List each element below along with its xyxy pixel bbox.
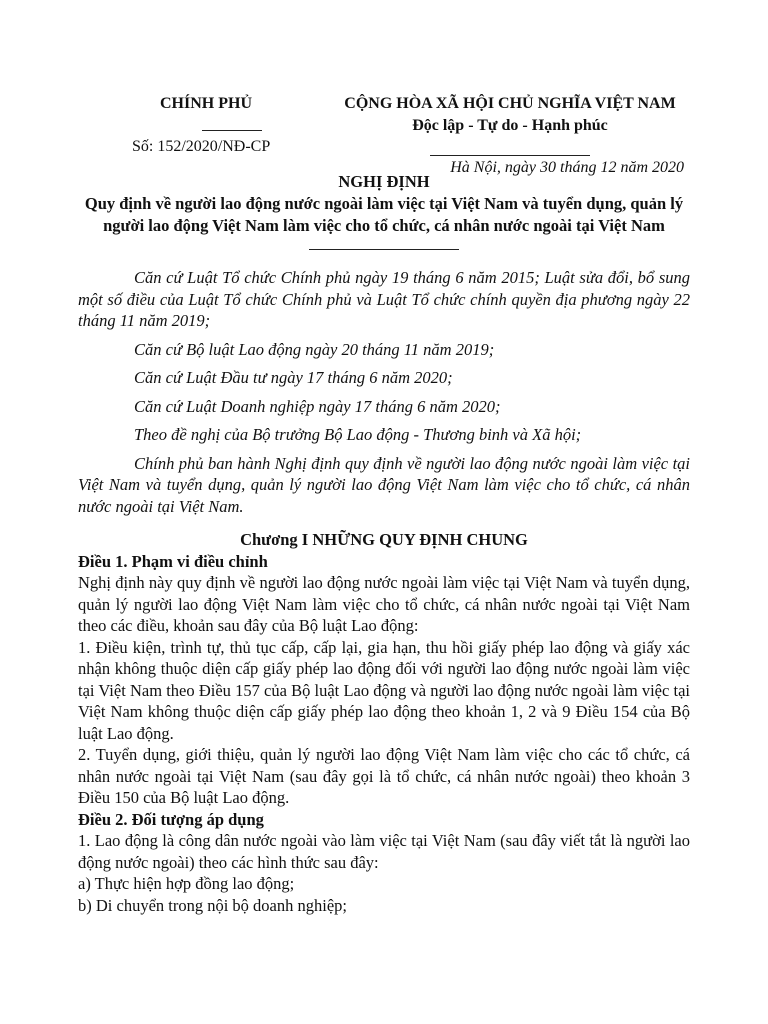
national-motto: Độc lập - Tự do - Hạnh phúc	[412, 117, 608, 134]
article-paragraph: 1. Lao động là công dân nước ngoài vào làm việc tại Việt Nam (sau đây viết tắt là người lao động nước ngoài) theo các hình thức sau đây:	[78, 831, 690, 872]
issuer-block	[110, 94, 360, 157]
document-subject: Quy định về người lao động nước ngoài làm việc tại Việt Nam và tuyển dụng, quản lý người lao động Việt Nam làm việc cho tổ chức, cá nhân nước ngoài tại Việt Nam	[84, 194, 684, 235]
motto-underline	[430, 155, 590, 156]
article-paragraph: Nghị định này quy định về người lao động nước ngoài làm việc tại Việt Nam và tuyển dụng, quản lý người lao động Việt Nam làm việc cho tổ chức, cá nhân nước ngoài tại Việt Nam theo các điều, khoản sau đây của Bộ luật Lao động:	[78, 573, 690, 635]
article-paragraph: a) Thực hiện hợp đồng lao động;	[78, 874, 295, 893]
article-paragraph: 2. Tuyển dụng, giới thiệu, quản lý người lao động Việt Nam làm việc cho các tổ chức, cá nhân nước ngoài tại Việt Nam (sau đây gọi là tổ chức, cá nhân nước ngoài) theo khoản 3 Điều 150 của Bộ luật Lao động.	[78, 745, 690, 807]
document-title-block	[78, 171, 690, 250]
document-type: NGHỊ ĐỊNH	[338, 172, 430, 191]
title-underline	[309, 249, 459, 250]
preamble-line: Căn cứ Bộ luật Lao động ngày 20 tháng 11 năm 2019;	[134, 339, 495, 359]
preamble-line: Căn cứ Luật Đầu tư ngày 17 tháng 6 năm 2020;	[134, 368, 453, 387]
preamble-line: Căn cứ Luật Tổ chức Chính phủ ngày 19 tháng 6 năm 2015; Luật sửa đổi, bổ sung một số điều của Luật Tổ chức Chính phủ và Luật Tổ chức chính quyền địa phương ngày 22 tháng 11 năm 2019;	[78, 268, 690, 330]
article-paragraph: b) Di chuyển trong nội bộ doanh nghiệp;	[78, 895, 347, 915]
preamble-line: Chính phủ ban hành Nghị định quy định về người lao động nước ngoài làm việc tại Việt Nam và tuyển dụng, quản lý người lao động Việt Nam làm việc cho tổ chức, cá nhân nước ngoài tại Việt Nam.	[78, 453, 690, 516]
chapter-heading: Chương I NHỮNG QUY ĐỊNH CHUNG	[240, 530, 528, 549]
agency-underline	[202, 130, 262, 131]
country-name: CỘNG HÒA XÃ HỘI CHỦ NGHĨA VIỆT NAM	[344, 95, 676, 112]
article-heading: Điều 1. Phạm vi điều chỉnh	[78, 551, 268, 571]
national-title-block	[330, 94, 690, 178]
preamble-line: Căn cứ Luật Doanh nghiệp ngày 17 tháng 6 năm 2020;	[134, 396, 501, 416]
issuing-agency: CHÍNH PHỦ	[160, 95, 252, 112]
preamble-line: Theo đề nghị của Bộ trưởng Bộ Lao động - Thương binh và Xã hội;	[134, 425, 582, 444]
document-body	[78, 267, 690, 916]
article-heading: Điều 2. Đối tượng áp dụng	[78, 809, 264, 829]
article-paragraph: 1. Điều kiện, trình tự, thủ tục cấp, cấp lại, gia hạn, thu hồi giấy phép lao động và giấy xác nhận không thuộc diện cấp giấy phép lao động đối với người lao động nước ngoài làm việc tại Việt Nam theo Điều 157 của Bộ luật Lao động và người lao động nước ngoài làm việc tại Việt Nam không thuộc diện cấp giấy phép lao động theo khoản 1, 2 và 9 Điều 154 của Bộ luật Lao động.	[78, 637, 690, 743]
place-and-date: Hà Nội, ngày 30 tháng 12 năm 2020	[450, 159, 684, 176]
document-number: Số: 152/2020/NĐ-CP	[132, 138, 271, 155]
